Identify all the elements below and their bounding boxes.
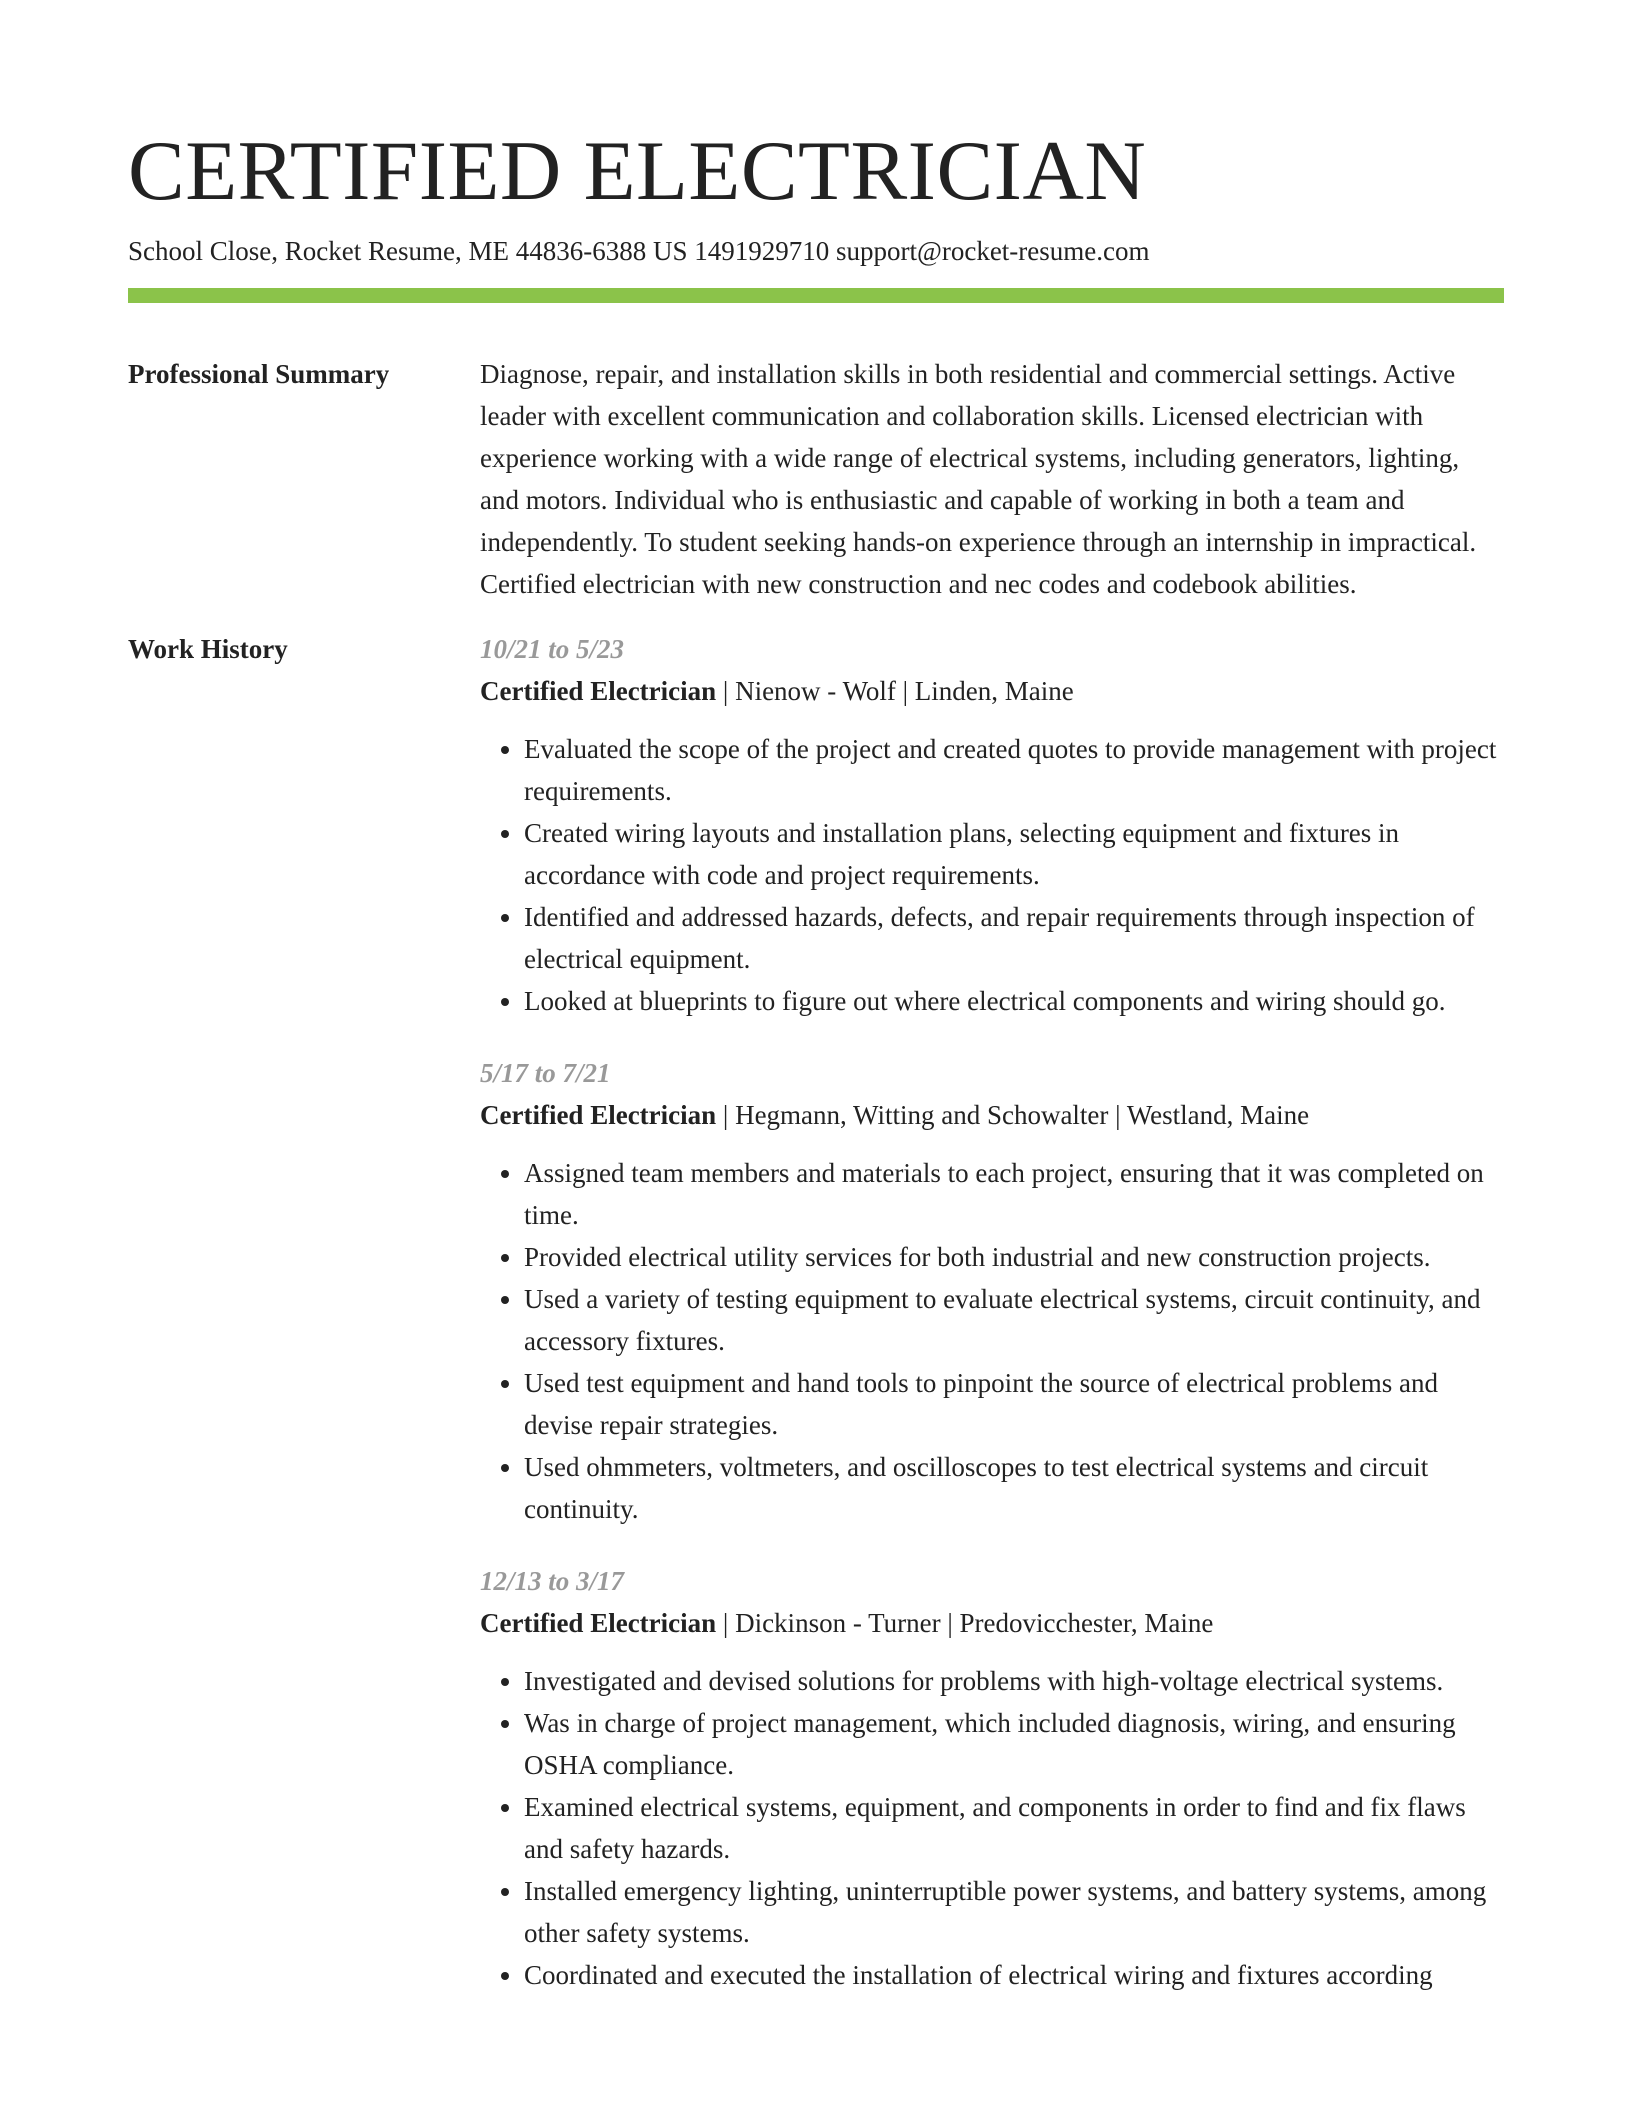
job-title: Certified Electrician [480, 1100, 717, 1130]
work-history-heading: Work History [128, 634, 288, 664]
job-title-line [480, 1094, 1504, 1136]
job-bullet: • Assigned team members and materials to each project, ensuring that it was completed on time. [524, 1152, 1504, 1236]
job-bullet: • Coordinated and executed the installation of electrical wiring and fixtures according [524, 1954, 1504, 1996]
job-dates: 12/13 to 3/17 [480, 1566, 625, 1596]
job-details: | Hegmann, Witting and Schowalter | Westland, Maine [716, 1100, 1310, 1130]
job-bullet-list [480, 728, 1504, 1022]
contact-phone: 1491929710 [694, 236, 830, 266]
job-bullet: • Investigated and devised solutions for problems with high-voltage electrical systems. [524, 1660, 1504, 1702]
job-bullet-list [480, 1660, 1504, 1996]
job-details: | Dickinson - Turner | Predovicchester, Maine [716, 1608, 1214, 1638]
summary-text: Diagnose, repair, and installation skills in both residential and commercial settings. Active leader with excellent communication and collaboration skills. Licensed electrician with experience working with a wide range of electrical systems, including generators, lighting, and motors. Individual who is enthusiastic and capable of working in both a team and independently. To student seeking hands-on experience through an internship in impractical. Certified electrician with new construction and nec codes and codebook abilities. [480, 359, 1477, 599]
job-bullet: • Was in charge of project management, which included diagnosis, wiring, and ensuring OSHA compliance. [524, 1702, 1504, 1786]
job-dates: 5/17 to 7/21 [480, 1058, 611, 1088]
resume-name: CERTIFIED ELECTRICIAN [128, 124, 1147, 218]
job-bullet: • Looked at blueprints to figure out where electrical components and wiring should go. [524, 980, 1504, 1022]
job-title: Certified Electrician [480, 1608, 717, 1638]
work-history-list [480, 628, 1504, 2026]
job-bullet: • Identified and addressed hazards, defects, and repair requirements through inspection of electrical equipment. [524, 896, 1504, 980]
accent-divider [128, 288, 1504, 303]
job-bullet: • Installed emergency lighting, uninterruptible power systems, and battery systems, among other safety systems. [524, 1870, 1504, 1954]
job-bullet-list [480, 1152, 1504, 1530]
contact-email: support@rocket-resume.com [835, 236, 1150, 266]
contact-address: School Close, Rocket Resume, ME 44836-6388 US [128, 236, 688, 266]
job-dates: 10/21 to 5/23 [480, 634, 625, 664]
job-entry [480, 628, 1504, 1022]
job-details: | Nienow - Wolf | Linden, Maine [716, 676, 1074, 706]
job-bullet: • Created wiring layouts and installation plans, selecting equipment and fixtures in accordance with code and project requirements. [524, 812, 1504, 896]
job-title: Certified Electrician [480, 676, 717, 706]
job-bullet: • Evaluated the scope of the project and created quotes to provide management with project requirements. [524, 728, 1504, 812]
summary-heading: Professional Summary [128, 359, 390, 389]
summary-section [128, 353, 1504, 605]
job-title-line [480, 670, 1504, 712]
job-bullet: • Examined electrical systems, equipment, and components in order to find and fix flaws and safety hazards. [524, 1786, 1504, 1870]
resume-page [128, 0, 1504, 2026]
job-entry [480, 1560, 1504, 1996]
job-bullet: • Used ohmmeters, voltmeters, and oscilloscopes to test electrical systems and circuit continuity. [524, 1446, 1504, 1530]
job-bullet: • Used test equipment and hand tools to pinpoint the source of electrical problems and devise repair strategies. [524, 1362, 1504, 1446]
work-history-section [128, 628, 1504, 2026]
job-bullet: • Used a variety of testing equipment to evaluate electrical systems, circuit continuity, and accessory fixtures. [524, 1278, 1504, 1362]
job-entry [480, 1052, 1504, 1530]
job-bullet: • Provided electrical utility services for both industrial and new construction projects. [524, 1236, 1504, 1278]
job-title-line [480, 1602, 1504, 1644]
contact-line [128, 233, 1504, 269]
